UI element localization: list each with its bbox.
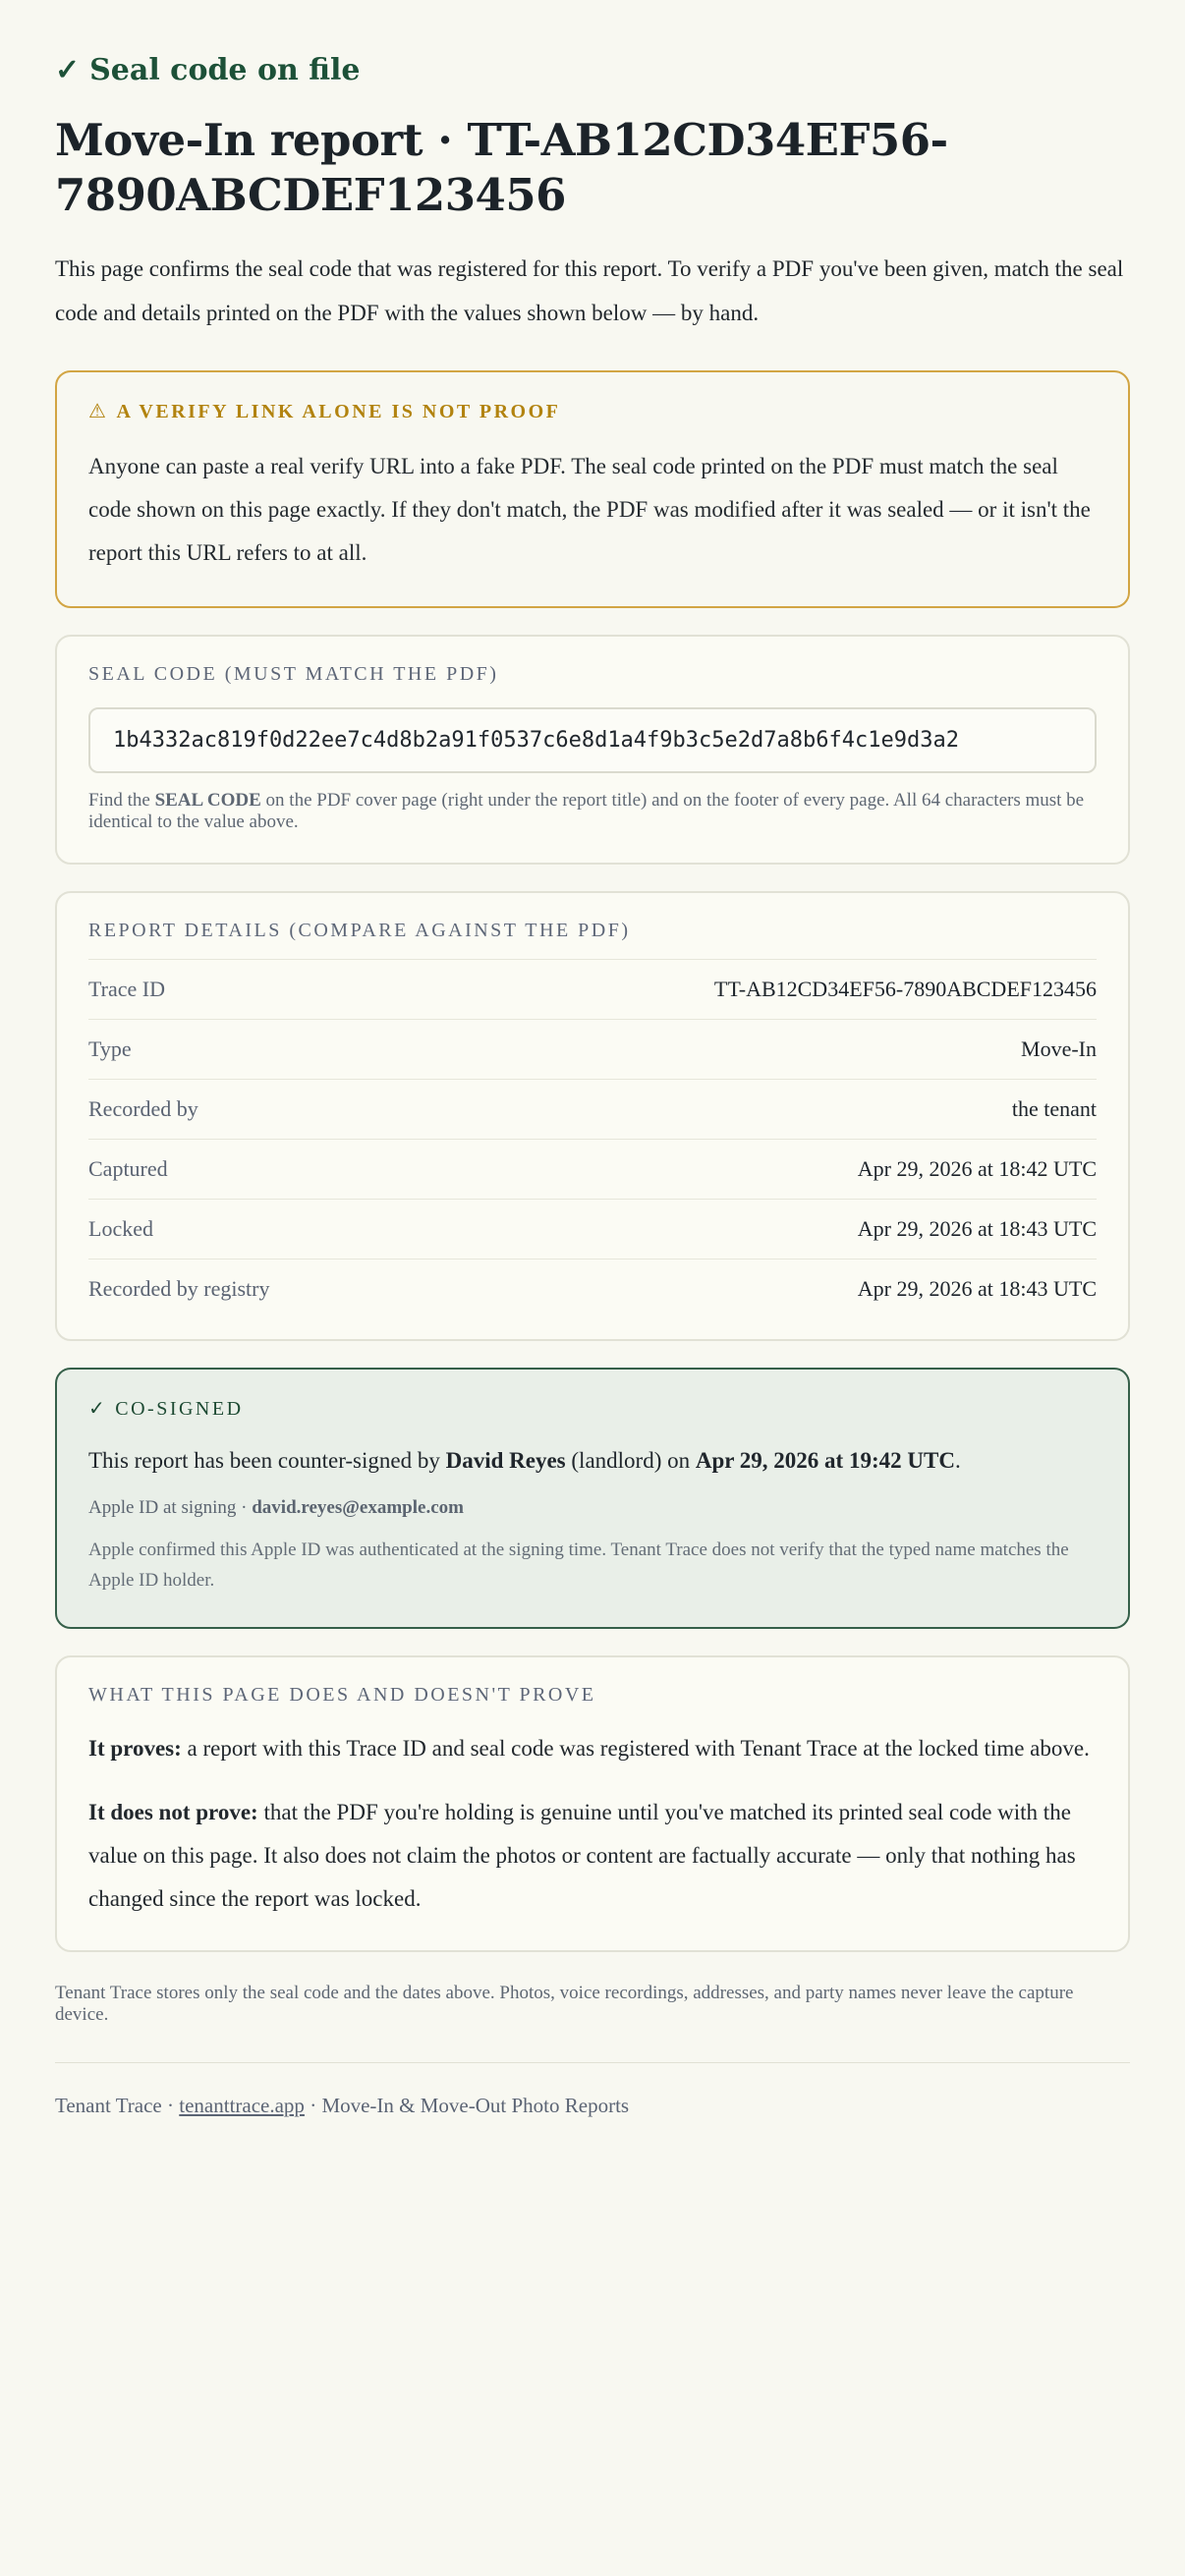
cosigned-text-suffix: .	[954, 1447, 961, 1473]
not-proves-text: that the PDF you're holding is genuine until you've matched its printed seal code with the value on this page. It also does not claim the photos or content are factually accurate — only that nothing has changed since the report was locked.	[88, 1800, 1076, 1912]
table-row	[88, 1080, 1097, 1140]
report-details-label: REPORT DETAILS (COMPARE AGAINST THE PDF)	[88, 920, 1097, 960]
warning-card	[55, 370, 1130, 608]
seal-code-label: SEAL CODE (MUST MATCH THE PDF)	[88, 662, 499, 685]
table-row	[88, 960, 1097, 1020]
detail-label-captured: Captured	[88, 1155, 168, 1181]
check-icon: ✓	[55, 53, 81, 87]
table-row	[88, 1200, 1097, 1260]
detail-value-type: Move-In	[1021, 1036, 1097, 1061]
not-proves-paragraph	[88, 1791, 1097, 1921]
page-footer	[55, 2094, 1130, 2118]
footer-brand: Tenant Trace	[55, 2094, 162, 2118]
detail-value-locked: Apr 29, 2026 at 18:43 UTC	[857, 1215, 1097, 1241]
status-banner	[55, 53, 1130, 87]
proves-paragraph	[88, 1727, 1097, 1770]
hint-suffix: on the PDF cover page (right under the report title) and on the footer of every page. All 64 characters must be identical to the value above.	[88, 789, 1085, 832]
detail-value-captured: Apr 29, 2026 at 18:42 UTC	[857, 1155, 1097, 1181]
detail-label-type: Type	[88, 1036, 132, 1061]
footer-separator: ·	[304, 2094, 322, 2118]
seal-code-hint	[88, 790, 1097, 833]
warning-card-label	[88, 399, 1097, 423]
table-row	[88, 1140, 1097, 1200]
cosigned-text-mid: (landlord) on	[565, 1447, 696, 1473]
cosigned-signer-name: David Reyes	[445, 1447, 566, 1473]
proves-text: a report with this Trace ID and seal code was registered with Tenant Trace at the locked time above.	[181, 1736, 1090, 1762]
not-proves-lead: It does not prove:	[88, 1800, 258, 1825]
detail-label-trace-id: Trace ID	[88, 976, 165, 1001]
warning-body-text: Anyone can paste a real verify URL into a fake PDF. The seal code printed on the PDF must match the seal code shown on this page exactly. If they don't match, the PDF was modified after it was sealed — or it isn't the report this URL refers to at all.	[88, 453, 1091, 565]
footer-divider	[55, 2062, 1130, 2063]
apple-id-value: david.reyes@example.com	[252, 1497, 464, 1519]
warning-label-text: A VERIFY LINK ALONE IS NOT PROOF	[116, 400, 561, 422]
intro-text: This page confirms the seal code that was registered for this report. To verify a PDF you've been given, match the seal code and details printed on the PDF with the values shown below — by hand.	[55, 255, 1124, 325]
proof-explainer-label: WHAT THIS PAGE DOES AND DOESN'T PROVE	[88, 1684, 596, 1707]
table-row	[88, 1020, 1097, 1080]
detail-value-recorded-by: the tenant	[1011, 1095, 1097, 1121]
detail-value-trace-id: TT-AB12CD34EF56-7890ABCDEF123456	[713, 976, 1097, 1001]
cosigned-text-prefix: This report has been counter-signed by	[88, 1447, 446, 1473]
footer-separator: ·	[161, 2094, 180, 2118]
seal-code-card	[55, 635, 1130, 865]
footer-site-link[interactable]: tenanttrace.app	[179, 2094, 305, 2118]
seal-code-field[interactable]: 1b4332ac819f0d22ee7c4d8b2a91f0537c6e8d1a4f9b3c5e2d7a8b6f4c1e9d3a2	[88, 707, 1097, 773]
cosigned-signed-time: Apr 29, 2026 at 19:42 UTC	[695, 1447, 955, 1473]
hint-bold: SEAL CODE	[154, 789, 261, 811]
cosigned-card	[55, 1368, 1130, 1629]
proves-lead: It proves:	[88, 1736, 182, 1762]
footer-tagline: Move-In & Move-Out Photo Reports	[321, 2094, 630, 2118]
detail-value-recorded-by-registry: Apr 29, 2026 at 18:43 UTC	[857, 1275, 1097, 1301]
warning-triangle-icon: ⚠	[88, 400, 109, 422]
cosigned-card-label	[88, 1396, 1097, 1421]
cosigned-check-icon: ✓	[88, 1397, 108, 1420]
status-label: Seal code on file	[89, 53, 361, 87]
cosigned-label-text: CO-SIGNED	[115, 1397, 244, 1420]
hint-prefix: Find the	[88, 789, 155, 811]
cosigned-apple-id-line	[88, 1497, 1097, 1519]
apple-id-label: Apple ID at signing ·	[88, 1497, 253, 1519]
detail-label-recorded-by-registry: Recorded by registry	[88, 1275, 270, 1301]
table-row	[88, 1260, 1097, 1310]
detail-label-recorded-by: Recorded by	[88, 1095, 198, 1121]
privacy-note: Tenant Trace stores only the seal code and the dates above. Photos, voice recordings, addresses, and party names never leave the capture device.	[55, 1983, 1074, 2026]
cosigned-disclaimer: Apple confirmed this Apple ID was authenticated at the signing time. Tenant Trace does not verify that the typed name matches the Apple ID holder.	[88, 1540, 1069, 1591]
page-title: Move-In report · TT-AB12CD34EF56-7890ABCDEF123456	[55, 114, 948, 221]
report-details-card	[55, 891, 1130, 1341]
cosigned-statement	[88, 1443, 1097, 1479]
detail-label-locked: Locked	[88, 1215, 153, 1241]
proof-explainer-card	[55, 1655, 1130, 1952]
